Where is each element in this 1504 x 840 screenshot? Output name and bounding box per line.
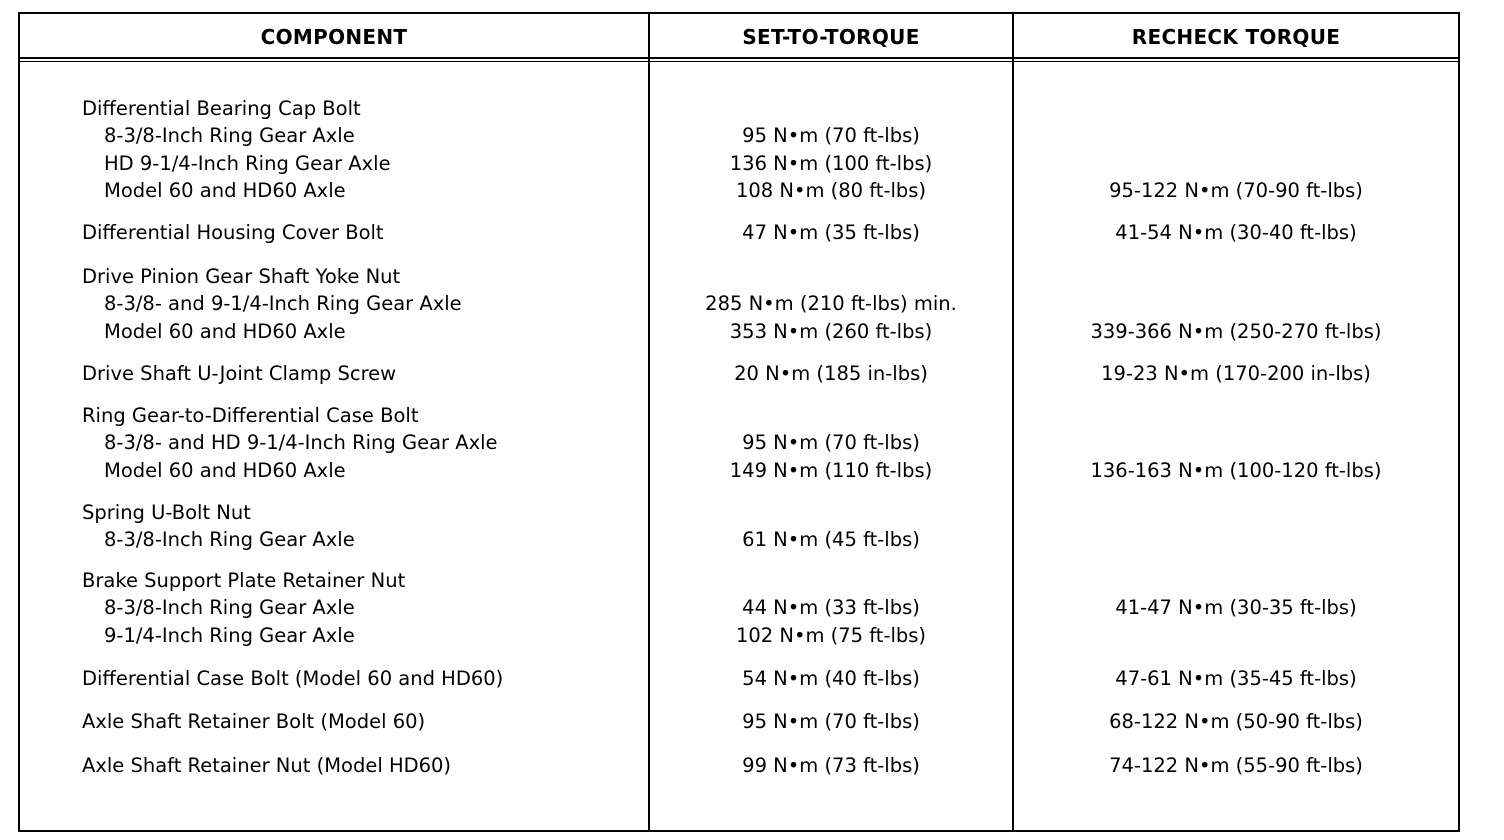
component-cell [82, 402, 642, 484]
set-to-torque-cell [650, 665, 1012, 692]
component-name: Brake Support Plate Retainer Nut [82, 569, 406, 592]
torque-value: 108 N•m (80 ft-lbs) [735, 178, 927, 202]
recheck-torque-cell [1014, 219, 1458, 246]
recheck-torque-cell [1014, 360, 1458, 387]
component-cell [82, 360, 642, 387]
torque-value: 95-122 N•m (70-90 ft-lbs) [1109, 178, 1363, 202]
component-variant: Model 60 and HD60 Axle [104, 319, 346, 343]
component-cell [82, 665, 642, 692]
component-cell [82, 219, 642, 246]
torque-value: 47-61 N•m (35-45 ft-lbs) [1115, 667, 1357, 690]
recheck-torque-cell [1014, 708, 1458, 735]
component-variant: 8-3/8- and 9-1/4-Inch Ring Gear Axle [104, 292, 462, 316]
torque-value: 285 N•m (210 ft-lbs) min. [705, 292, 957, 316]
header-component: COMPONENT [260, 25, 408, 49]
torque-value [1014, 402, 1458, 429]
torque-value [650, 499, 1012, 526]
set-to-torque-cell [650, 752, 1012, 779]
component-name: Differential Case Bolt (Model 60 and HD60) [82, 667, 504, 690]
component-cell [82, 708, 642, 735]
torque-value [1014, 290, 1458, 317]
set-to-torque-cell [650, 360, 1012, 387]
torque-value: 99 N•m (73 ft-lbs) [742, 754, 920, 777]
torque-value [1014, 95, 1458, 122]
torque-value: 95 N•m (70 ft-lbs) [742, 710, 920, 733]
header-set-to-torque: SET-TO-TORQUE [742, 25, 920, 49]
torque-value: 136 N•m (100 ft-lbs) [729, 151, 933, 175]
torque-value [1014, 429, 1458, 456]
component-name: Axle Shaft Retainer Nut (Model HD60) [82, 754, 452, 777]
component-variant: 8-3/8-Inch Ring Gear Axle [104, 596, 355, 620]
set-to-torque-cell [650, 708, 1012, 735]
header-divider [18, 61, 1460, 62]
component-variant: Model 60 and HD60 Axle [104, 458, 346, 482]
component-variant: HD 9-1/4-Inch Ring Gear Axle [104, 151, 391, 175]
set-to-torque-cell [650, 567, 1012, 649]
torque-value [1014, 622, 1458, 649]
component-name: Drive Pinion Gear Shaft Yoke Nut [82, 265, 401, 288]
component-variant: 8-3/8- and HD 9-1/4-Inch Ring Gear Axle [104, 431, 498, 455]
component-name: Drive Shaft U-Joint Clamp Screw [82, 362, 397, 385]
torque-value [650, 402, 1012, 429]
header-recheck-torque: RECHECK TORQUE [1131, 25, 1341, 49]
recheck-torque-cell [1014, 752, 1458, 779]
torque-value: 61 N•m (45 ft-lbs) [742, 528, 920, 552]
recheck-torque-cell [1014, 499, 1458, 554]
torque-value: 19-23 N•m (170-200 in-lbs) [1101, 362, 1371, 385]
torque-value [1014, 122, 1458, 149]
torque-value [650, 95, 1012, 122]
torque-value [1014, 150, 1458, 177]
torque-value: 353 N•m (260 ft-lbs) [729, 319, 933, 343]
torque-value [1014, 567, 1458, 594]
component-cell [82, 752, 642, 779]
component-cell [82, 499, 642, 554]
set-to-torque-cell [650, 499, 1012, 554]
torque-value: 149 N•m (110 ft-lbs) [729, 458, 933, 482]
torque-value: 44 N•m (33 ft-lbs) [742, 596, 920, 620]
component-variant: 8-3/8-Inch Ring Gear Axle [104, 124, 355, 148]
recheck-torque-cell [1014, 402, 1458, 484]
torque-value: 41-54 N•m (30-40 ft-lbs) [1115, 221, 1357, 244]
torque-value: 339-366 N•m (250-270 ft-lbs) [1090, 319, 1382, 343]
torque-value: 136-163 N•m (100-120 ft-lbs) [1090, 458, 1382, 482]
component-cell [82, 567, 642, 649]
component-name: Differential Bearing Cap Bolt [82, 97, 361, 120]
recheck-torque-cell [1014, 567, 1458, 649]
torque-value: 95 N•m (70 ft-lbs) [742, 124, 920, 148]
torque-value: 54 N•m (40 ft-lbs) [742, 667, 920, 690]
torque-value: 41-47 N•m (30-35 ft-lbs) [1115, 596, 1357, 620]
recheck-torque-cell [1014, 263, 1458, 345]
set-to-torque-cell [650, 95, 1012, 204]
torque-value [1014, 526, 1458, 553]
component-variant: 8-3/8-Inch Ring Gear Axle [104, 528, 355, 552]
torque-value [650, 567, 1012, 594]
torque-value: 20 N•m (185 in-lbs) [734, 362, 928, 385]
component-name: Differential Housing Cover Bolt [82, 221, 384, 244]
component-cell [82, 95, 642, 204]
recheck-torque-cell [1014, 95, 1458, 204]
torque-value: 95 N•m (70 ft-lbs) [742, 431, 920, 455]
torque-value [650, 263, 1012, 290]
component-name: Ring Gear-to-Differential Case Bolt [82, 404, 419, 427]
component-cell [82, 263, 642, 345]
set-to-torque-cell [650, 219, 1012, 246]
torque-value: 74-122 N•m (55-90 ft-lbs) [1109, 754, 1363, 777]
torque-value [1014, 263, 1458, 290]
torque-value: 68-122 N•m (50-90 ft-lbs) [1109, 710, 1363, 733]
torque-value: 102 N•m (75 ft-lbs) [735, 623, 927, 647]
set-to-torque-cell [650, 263, 1012, 345]
component-variant: 9-1/4-Inch Ring Gear Axle [104, 623, 355, 647]
component-name: Spring U-Bolt Nut [82, 501, 251, 524]
set-to-torque-cell [650, 402, 1012, 484]
component-variant: Model 60 and HD60 Axle [104, 178, 346, 202]
recheck-torque-cell [1014, 665, 1458, 692]
torque-value: 47 N•m (35 ft-lbs) [742, 221, 920, 244]
torque-value [1014, 499, 1458, 526]
header-divider [18, 57, 1460, 59]
component-name: Axle Shaft Retainer Bolt (Model 60) [82, 710, 426, 733]
